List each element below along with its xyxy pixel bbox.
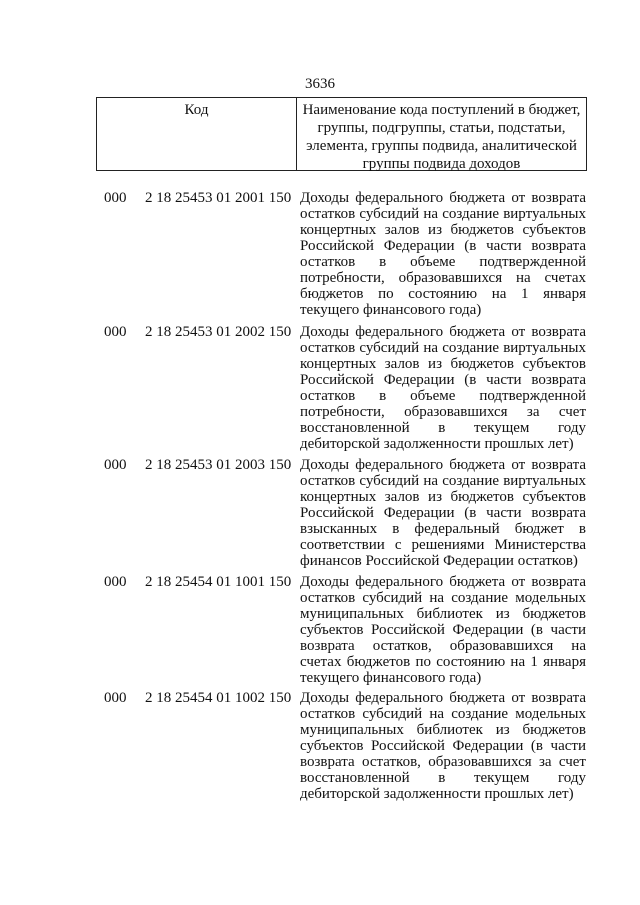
income-description: Доходы федерального бюджета от возврата остатков субсидий на создание модельных муниципальных библиотек из бюджетов субъектов Российской Федерации (в части возврата остатков, образовавшихся за счет восстановленной в текущем году дебиторской задолженности прошлых лет) xyxy=(300,690,586,802)
admin-code: 000 xyxy=(104,324,127,340)
page-number: 3636 xyxy=(305,76,335,92)
admin-code: 000 xyxy=(104,574,127,590)
header-code-column: Код xyxy=(97,98,297,170)
header-name-column: Наименование кода поступлений в бюджет, группы, подгруппы, статьи, подстатьи, элемента, группы подвида, аналитической группы подвида доходов xyxy=(302,102,581,172)
income-description: Доходы федерального бюджета от возврата остатков субсидий на создание модельных муниципальных библиотек из бюджетов субъектов Российской Федерации (в части возврата остатков, образовавшихся на счетах бюджетов по состоянию на 1 января текущего финансового года) xyxy=(300,574,586,686)
income-code: 2 18 25454 01 1001 150 xyxy=(145,574,292,590)
income-code: 2 18 25454 01 1002 150 xyxy=(145,690,292,706)
income-description: Доходы федерального бюджета от возврата остатков субсидий на создание виртуальных концертных залов из бюджетов субъектов Российской Федерации (в части возврата остатков в объеме подтвержденной потребности, образовавшихся на счетах бюджетов по состоянию на 1 января текущего финансового года) xyxy=(300,190,586,318)
income-description: Доходы федерального бюджета от возврата остатков субсидий на создание виртуальных концертных залов из бюджетов субъектов Российской Федерации (в части возврата остатков в объеме подтвержденной потребности, образовавшихся за счет восстановленной в текущем году дебиторской задолженности прошлых лет) xyxy=(300,324,586,452)
income-code: 2 18 25453 01 2001 150 xyxy=(145,190,292,206)
admin-code: 000 xyxy=(104,457,127,473)
table-header xyxy=(96,97,587,171)
income-code: 2 18 25453 01 2003 150 xyxy=(145,457,292,473)
admin-code: 000 xyxy=(104,690,127,706)
income-description: Доходы федерального бюджета от возврата остатков субсидий на создание виртуальных концертных залов из бюджетов субъектов Российской Федерации (в части возврата взысканных в федеральный бюджет в соответствии с решениями Министерства финансов Российской Федерации остатков) xyxy=(300,457,586,569)
admin-code: 000 xyxy=(104,190,127,206)
income-code: 2 18 25453 01 2002 150 xyxy=(145,324,292,340)
